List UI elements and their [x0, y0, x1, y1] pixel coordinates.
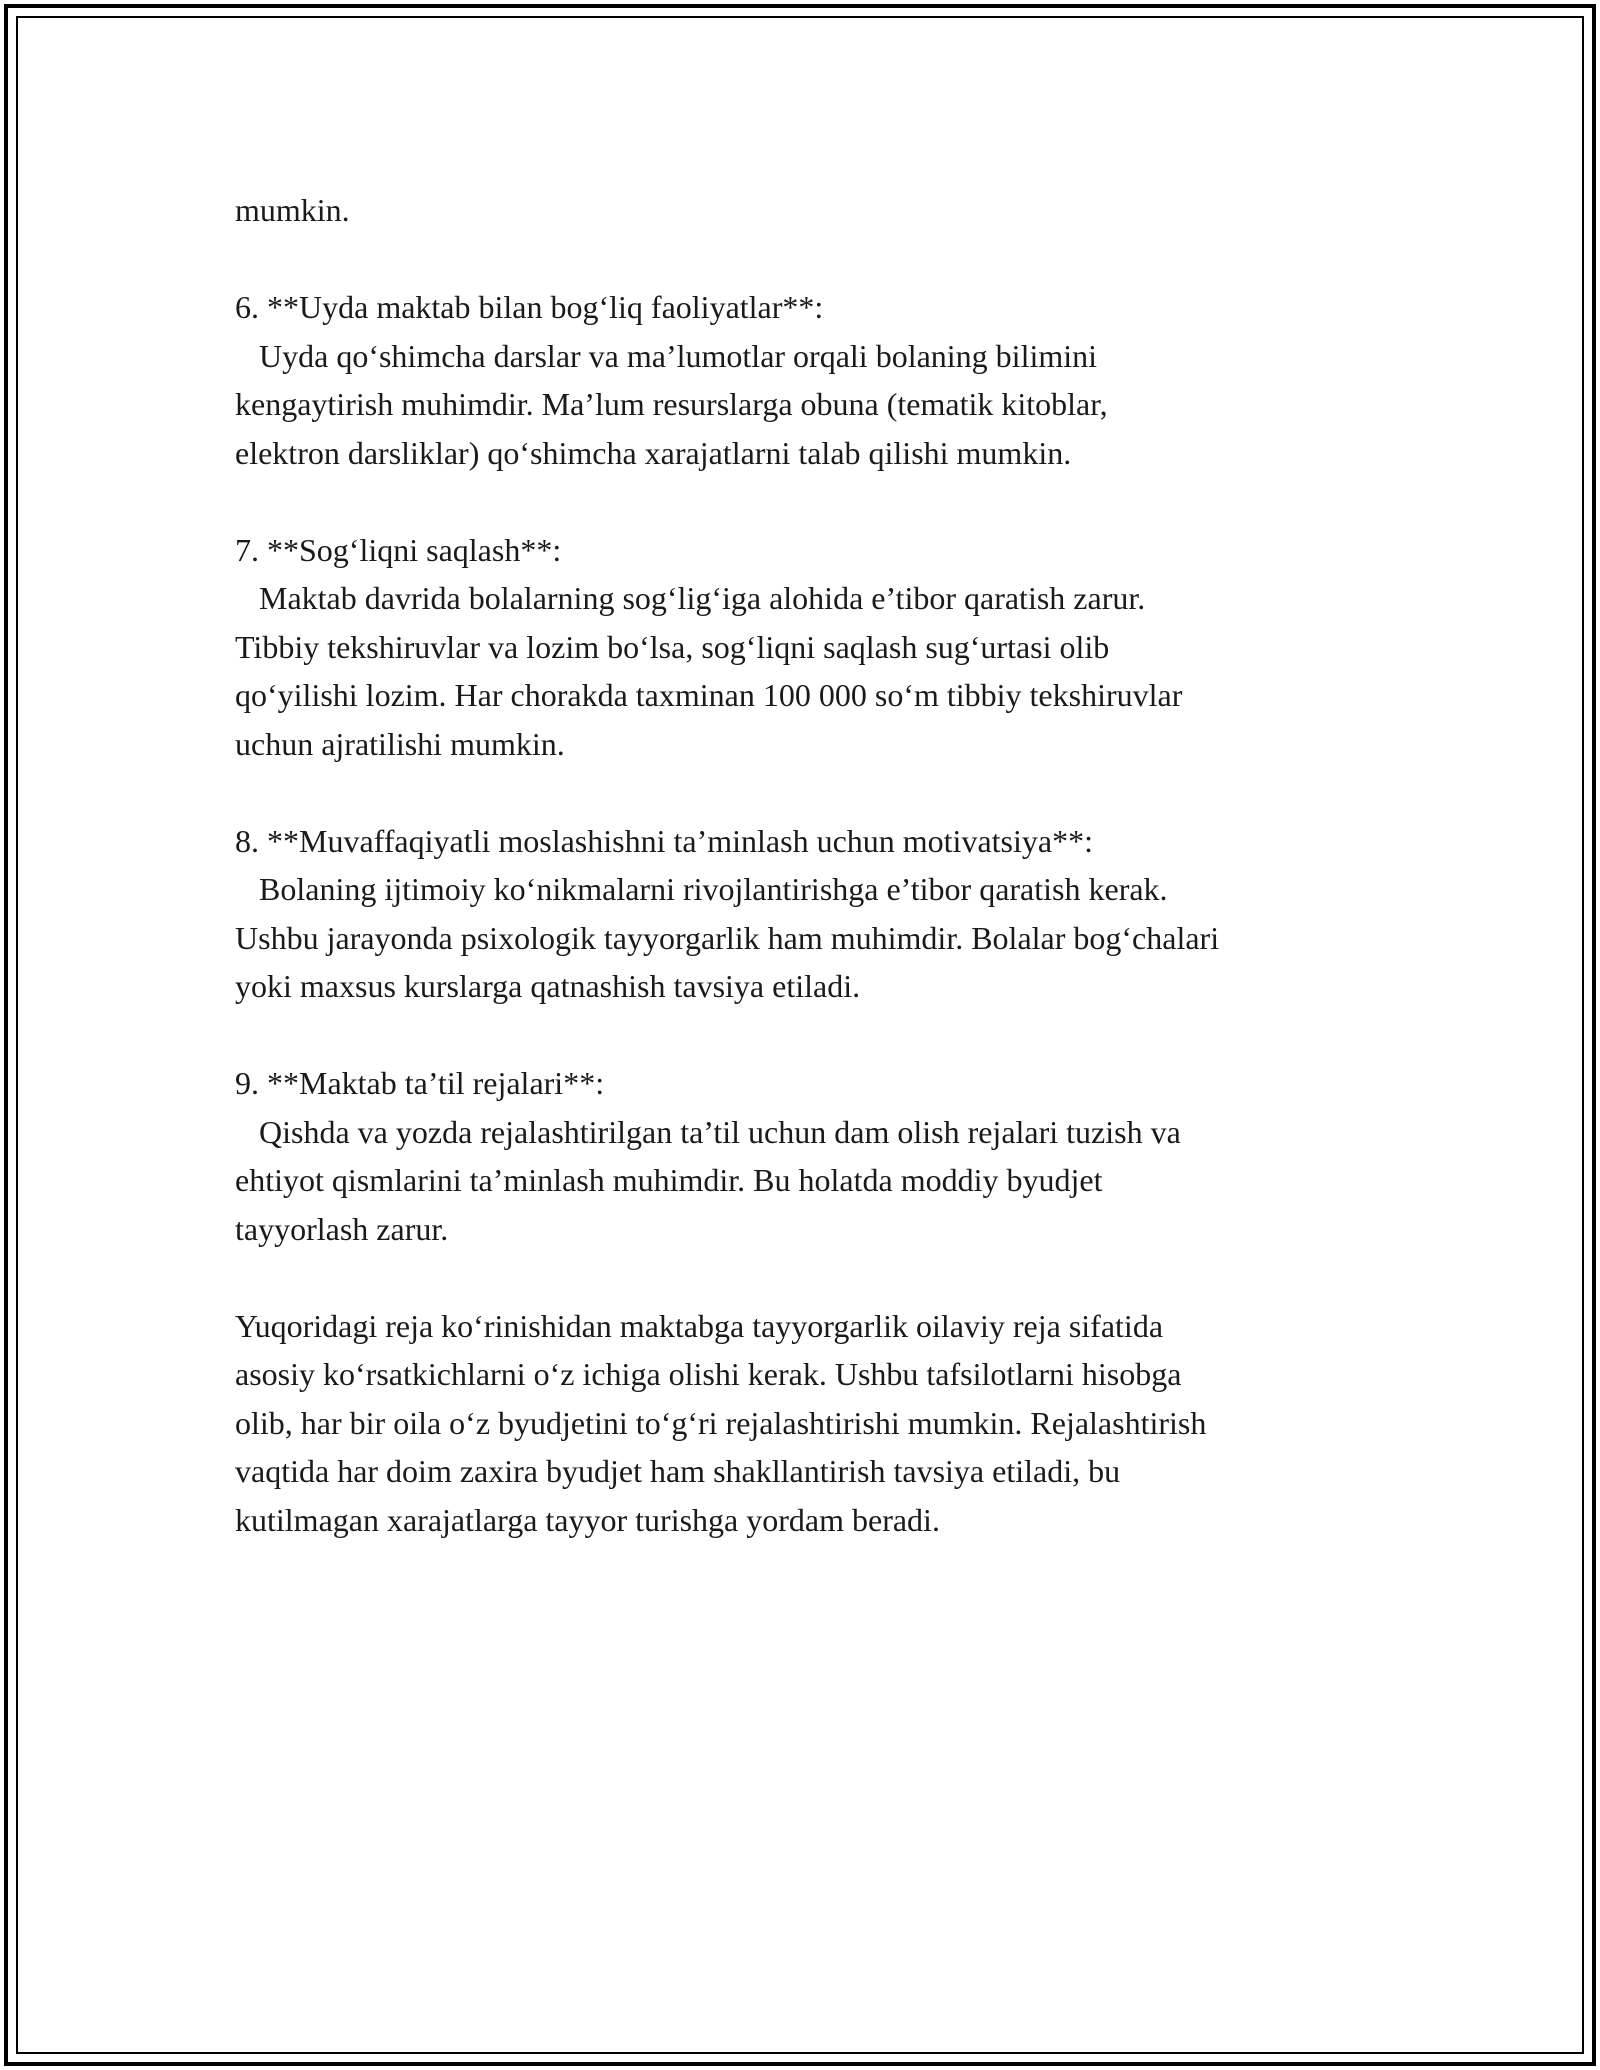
section-6: [235, 283, 1395, 477]
conclusion-line: Yuqoridagi reja ko‘rinishidan maktabga tayyorgarlik oilaviy reja sifatida: [235, 1307, 1164, 1344]
conclusion-paragraph: [235, 1302, 1395, 1545]
section-7: [235, 526, 1395, 769]
section-line: ehtiyot qismlarini ta’minlash muhimdir. Bu holatda moddiy byudjet: [235, 1162, 1103, 1198]
conclusion-line: olib, har bir oila o‘z byudjetini to‘g‘ri rejalashtirishi mumkin. Rejalashtirish: [235, 1404, 1207, 1441]
section-line: kengaytirish muhimdir. Ma’lum resurslarga obuna (tematik kitoblar,: [235, 386, 1108, 422]
section-line: qo‘yilishi lozim. Har chorakda taxminan 100 000 so‘m tibbiy tekshiruvlar: [235, 677, 1183, 713]
section-heading: 9. **Maktab ta’til rejalari**:: [235, 1065, 605, 1101]
section-line: Tibbiy tekshiruvlar va lozim bo‘lsa, sog‘liqni saqlash sug‘urtasi olib: [235, 628, 1110, 665]
section-line: uchun ajratilishi mumkin.: [235, 725, 565, 762]
section-line: Bolaning ijtimoiy ko‘nikmalarni rivojlantirishga e’tibor qaratish kerak.: [235, 871, 1168, 907]
section-line: yoki maxsus kurslarga qatnashish tavsiya etiladi.: [235, 968, 861, 1004]
section-heading: 8. **Muvaffaqiyatli moslashishni ta’minlash uchun motivatsiya**:: [235, 822, 1093, 859]
continuation-line: mumkin.: [235, 192, 350, 228]
section-line: Qishda va yozda rejalashtirilgan ta’til uchun dam olish rejalari tuzish va: [235, 1113, 1181, 1150]
conclusion-line: kutilmagan xarajatlarga tayyor turishga yordam beradi.: [235, 1501, 940, 1538]
section-heading: 7. **Sog‘liqni saqlash**:: [235, 531, 562, 568]
section-9: [235, 1059, 1395, 1253]
section-heading: 6. **Uyda maktab bilan bog‘liq faoliyatlar**:: [235, 289, 824, 325]
section-line: Ushbu jarayonda psixologik tayyorgarlik ham muhimdir. Bolalar bog‘chalari: [235, 919, 1220, 956]
document-body: [235, 186, 1395, 1544]
section-line: elektron darsliklar) qo‘shimcha xarajatlarni talab qilishi mumkin.: [235, 434, 1072, 471]
section-line: Maktab davrida bolalarning sog‘lig‘iga alohida e’tibor qaratish zarur.: [235, 580, 1146, 616]
conclusion-line: asosiy ko‘rsatkichlarni o‘z ichiga olishi kerak. Ushbu tafsilotlarni hisobga: [235, 1356, 1182, 1392]
section-8: [235, 817, 1395, 1011]
section-line: Uyda qo‘shimcha darslar va ma’lumotlar orqali bolaning bilimini: [235, 337, 1098, 374]
conclusion-line: vaqtida har doim zaxira byudjet ham shakllantirish tavsiya etiladi, bu: [235, 1453, 1121, 1489]
section-line: tayyorlash zarur.: [235, 1210, 449, 1247]
